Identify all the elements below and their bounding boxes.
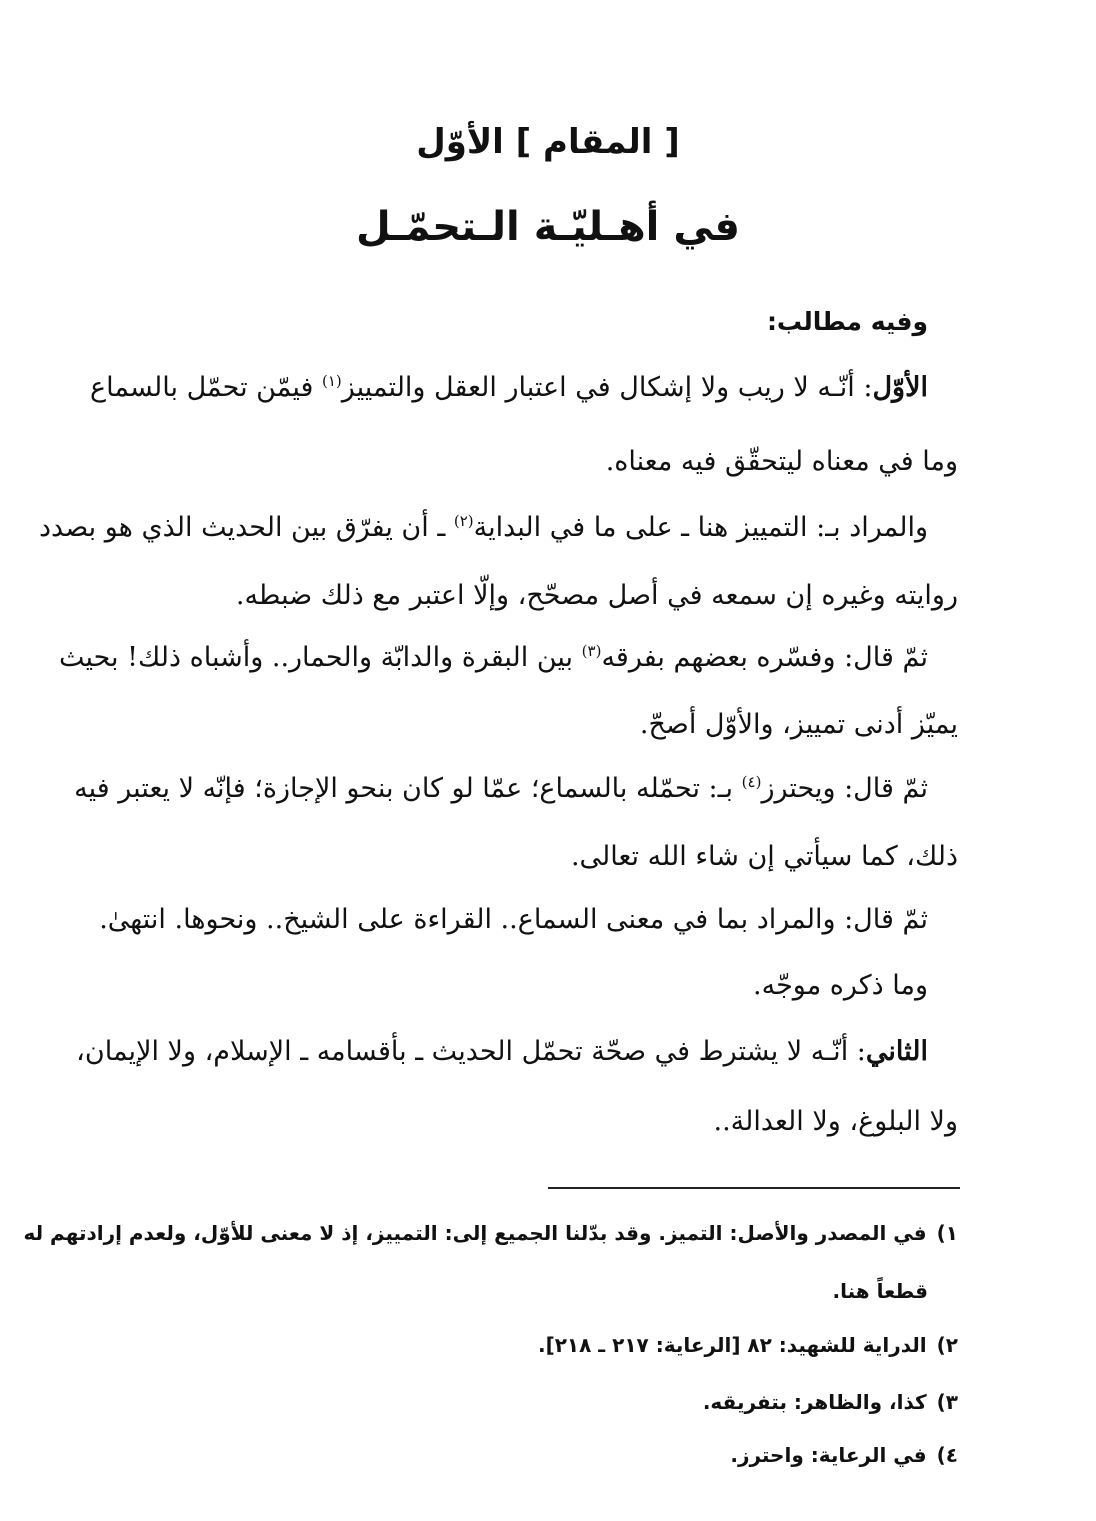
paragraph-thumma1-line1 bbox=[59, 638, 928, 678]
paragraph-wama: وما ذكره موجّه. bbox=[753, 970, 928, 1001]
paragraph-murad-line2: روايته وغيره إن سمعه في أصل مصحّح، وإلّا اعتبر مع ذلك ضبطه. bbox=[235, 580, 958, 611]
paragraph-thumma1-text-a: ثمّ قال: وفسّره بعضهم بفرقه bbox=[601, 642, 928, 673]
footnote-2-number: ٢) bbox=[936, 1333, 958, 1357]
section-title: [ المقام ] الأوّل bbox=[416, 122, 680, 162]
footnote-divider bbox=[548, 1187, 960, 1189]
footnote-4-number: ٤) bbox=[936, 1443, 958, 1467]
footnote-4 bbox=[730, 1440, 958, 1470]
paragraph-first-line2: وما في معناه ليتحقّق فيه معناه. bbox=[605, 446, 958, 477]
footnote-3-number: ٣) bbox=[936, 1390, 958, 1414]
paragraph-second-line2: ولا البلوغ، ولا العدالة.. bbox=[713, 1106, 958, 1137]
footnote-ref-1[interactable]: (١) bbox=[321, 372, 342, 390]
paragraph-second-label: الثاني bbox=[865, 1036, 928, 1067]
paragraph-thumma2-line2: ذلك، كما سيأتي إن شاء الله تعالى. bbox=[570, 841, 958, 872]
paragraph-thumma2-text-b: بـ: تحمّله بالسماع؛ عمّا لو كان بنحو الإجازة؛ فإنّه لا يعتبر فيه bbox=[74, 773, 742, 804]
paragraph-murad-text-b: ـ أن يفرّق بين الحديث الذي هو بصدد bbox=[39, 512, 454, 543]
footnote-1-text: في المصدر والأصل: التميز. وقد بدّلنا الجميع إلى: التمييز، إذ لا معنى للأوّل، ولعدم إرادتهم له bbox=[23, 1221, 927, 1245]
footnote-1-number: ١) bbox=[936, 1221, 958, 1245]
paragraph-first-text-end: فيمّن تحمّل بالسماع bbox=[90, 372, 322, 403]
paragraph-thumma2-line1 bbox=[74, 769, 928, 809]
footnote-3-text: كذا، والظاهر: بتفريقه. bbox=[702, 1390, 927, 1414]
footnote-4-text: في الرعاية: واحترز. bbox=[730, 1443, 927, 1467]
footnote-2-text: الدراية للشهيد: ٨٢ [الرعاية: ٢١٧ ـ ٢١٨]. bbox=[537, 1333, 927, 1357]
footnote-1-line1 bbox=[23, 1218, 958, 1248]
paragraph-thumma1-line2: يميّز أدنى تمييز، والأوّل أصحّ. bbox=[639, 709, 958, 740]
paragraph-thumma2-text-a: ثمّ قال: ويحترز bbox=[761, 773, 928, 804]
paragraph-thumma3: ثمّ قال: والمراد بما في معنى السماع.. القراءة على الشيخ.. ونحوها. انتهىٰ. bbox=[99, 904, 928, 935]
footnote-ref-2[interactable]: (٢) bbox=[453, 512, 474, 530]
paragraph-thumma1-text-b: بين البقرة والدابّة والحمار.. وأشباه ذلك! بحيث bbox=[58, 642, 582, 673]
footnote-1-line2: قطعاً هنا. bbox=[832, 1279, 928, 1303]
paragraph-second-text: : أنّـه لا يشترط في صحّة تحمّل الحديث ـ بأقسامه ـ الإسلام، ولا الإيمان، bbox=[76, 1036, 866, 1067]
paragraph-first-label: الأوّل bbox=[872, 372, 928, 403]
footnote-3 bbox=[703, 1387, 958, 1417]
paragraph-first-text: : أنّـه لا ريب ولا إشكال في اعتبار العقل والتمييز bbox=[341, 372, 873, 403]
footnote-ref-4[interactable]: (٤) bbox=[741, 773, 762, 791]
footnote-2 bbox=[538, 1330, 958, 1360]
paragraph-second-line1 bbox=[76, 1032, 928, 1072]
paragraph-murad-text-a: والمراد بـ: التمييز هنا ـ على ما في البداية bbox=[473, 512, 928, 543]
section-subtitle: في أهـليّـة الـتحمّـل bbox=[356, 204, 740, 250]
paragraph-first-line1 bbox=[90, 368, 928, 408]
paragraph-murad-line1 bbox=[39, 508, 928, 548]
intro-line: وفيه مطالب: bbox=[766, 307, 928, 336]
footnote-ref-3[interactable]: (٣) bbox=[581, 642, 602, 660]
